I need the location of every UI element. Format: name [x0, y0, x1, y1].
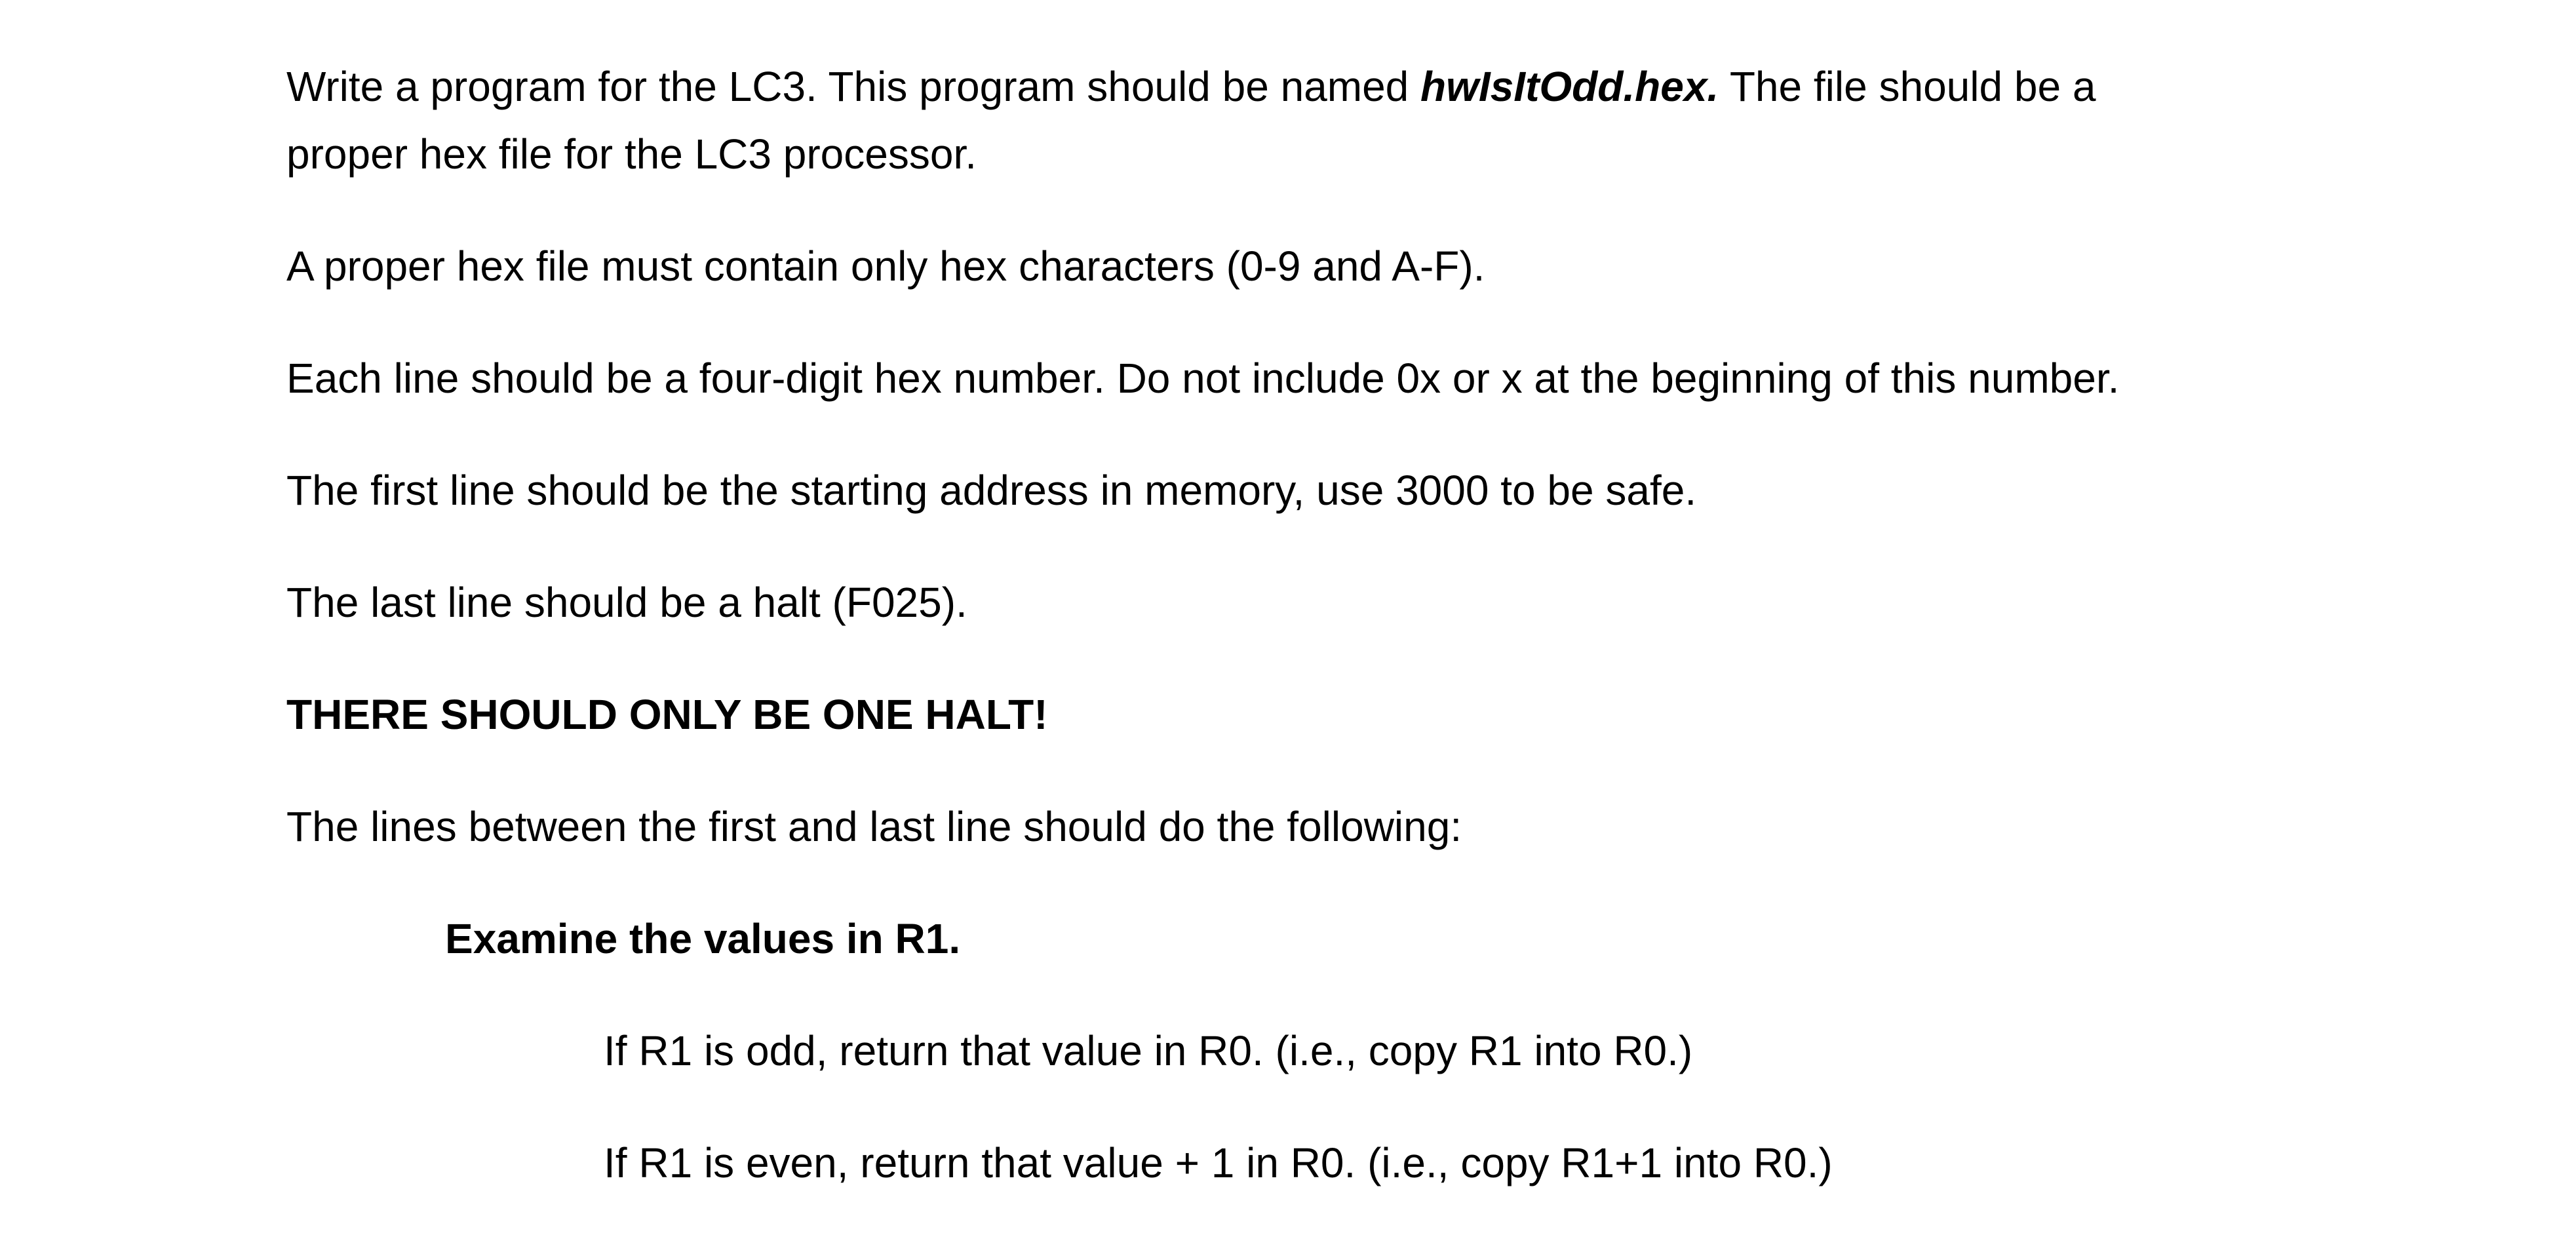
hex-chars-rule: A proper hex file must contain only hex characters (0-9 and A-F).: [286, 243, 1485, 290]
intro-text-a: Write a program for the LC3. This program should be named: [286, 63, 1421, 110]
even-case: If R1 is even, return that value + 1 in R0. (i.e., copy R1+1 into R0.): [604, 1139, 1833, 1186]
one-halt-warning: THERE SHOULD ONLY BE ONE HALT!: [286, 691, 1048, 738]
intro-line-1: [286, 63, 2096, 110]
filename: hwIsItOdd.hex.: [1420, 63, 1719, 110]
start-address-rule: The first line should be the starting address in memory, use 3000 to be safe.: [286, 467, 1697, 514]
body-lines-intro: The lines between the first and last line should do the following:: [286, 803, 1462, 850]
four-digit-rule: Each line should be a four-digit hex number. Do not include 0x or x at the beginning of this number.: [286, 355, 2120, 402]
intro-text-b: The file should be a: [1719, 63, 2096, 110]
odd-case: If R1 is odd, return that value in R0. (i.e., copy R1 into R0.): [604, 1027, 1693, 1074]
halt-rule: The last line should be a halt (F025).: [286, 579, 967, 626]
intro-line-2: proper hex file for the LC3 processor.: [286, 130, 977, 178]
examine-r1-heading: Examine the values in R1.: [445, 915, 961, 962]
